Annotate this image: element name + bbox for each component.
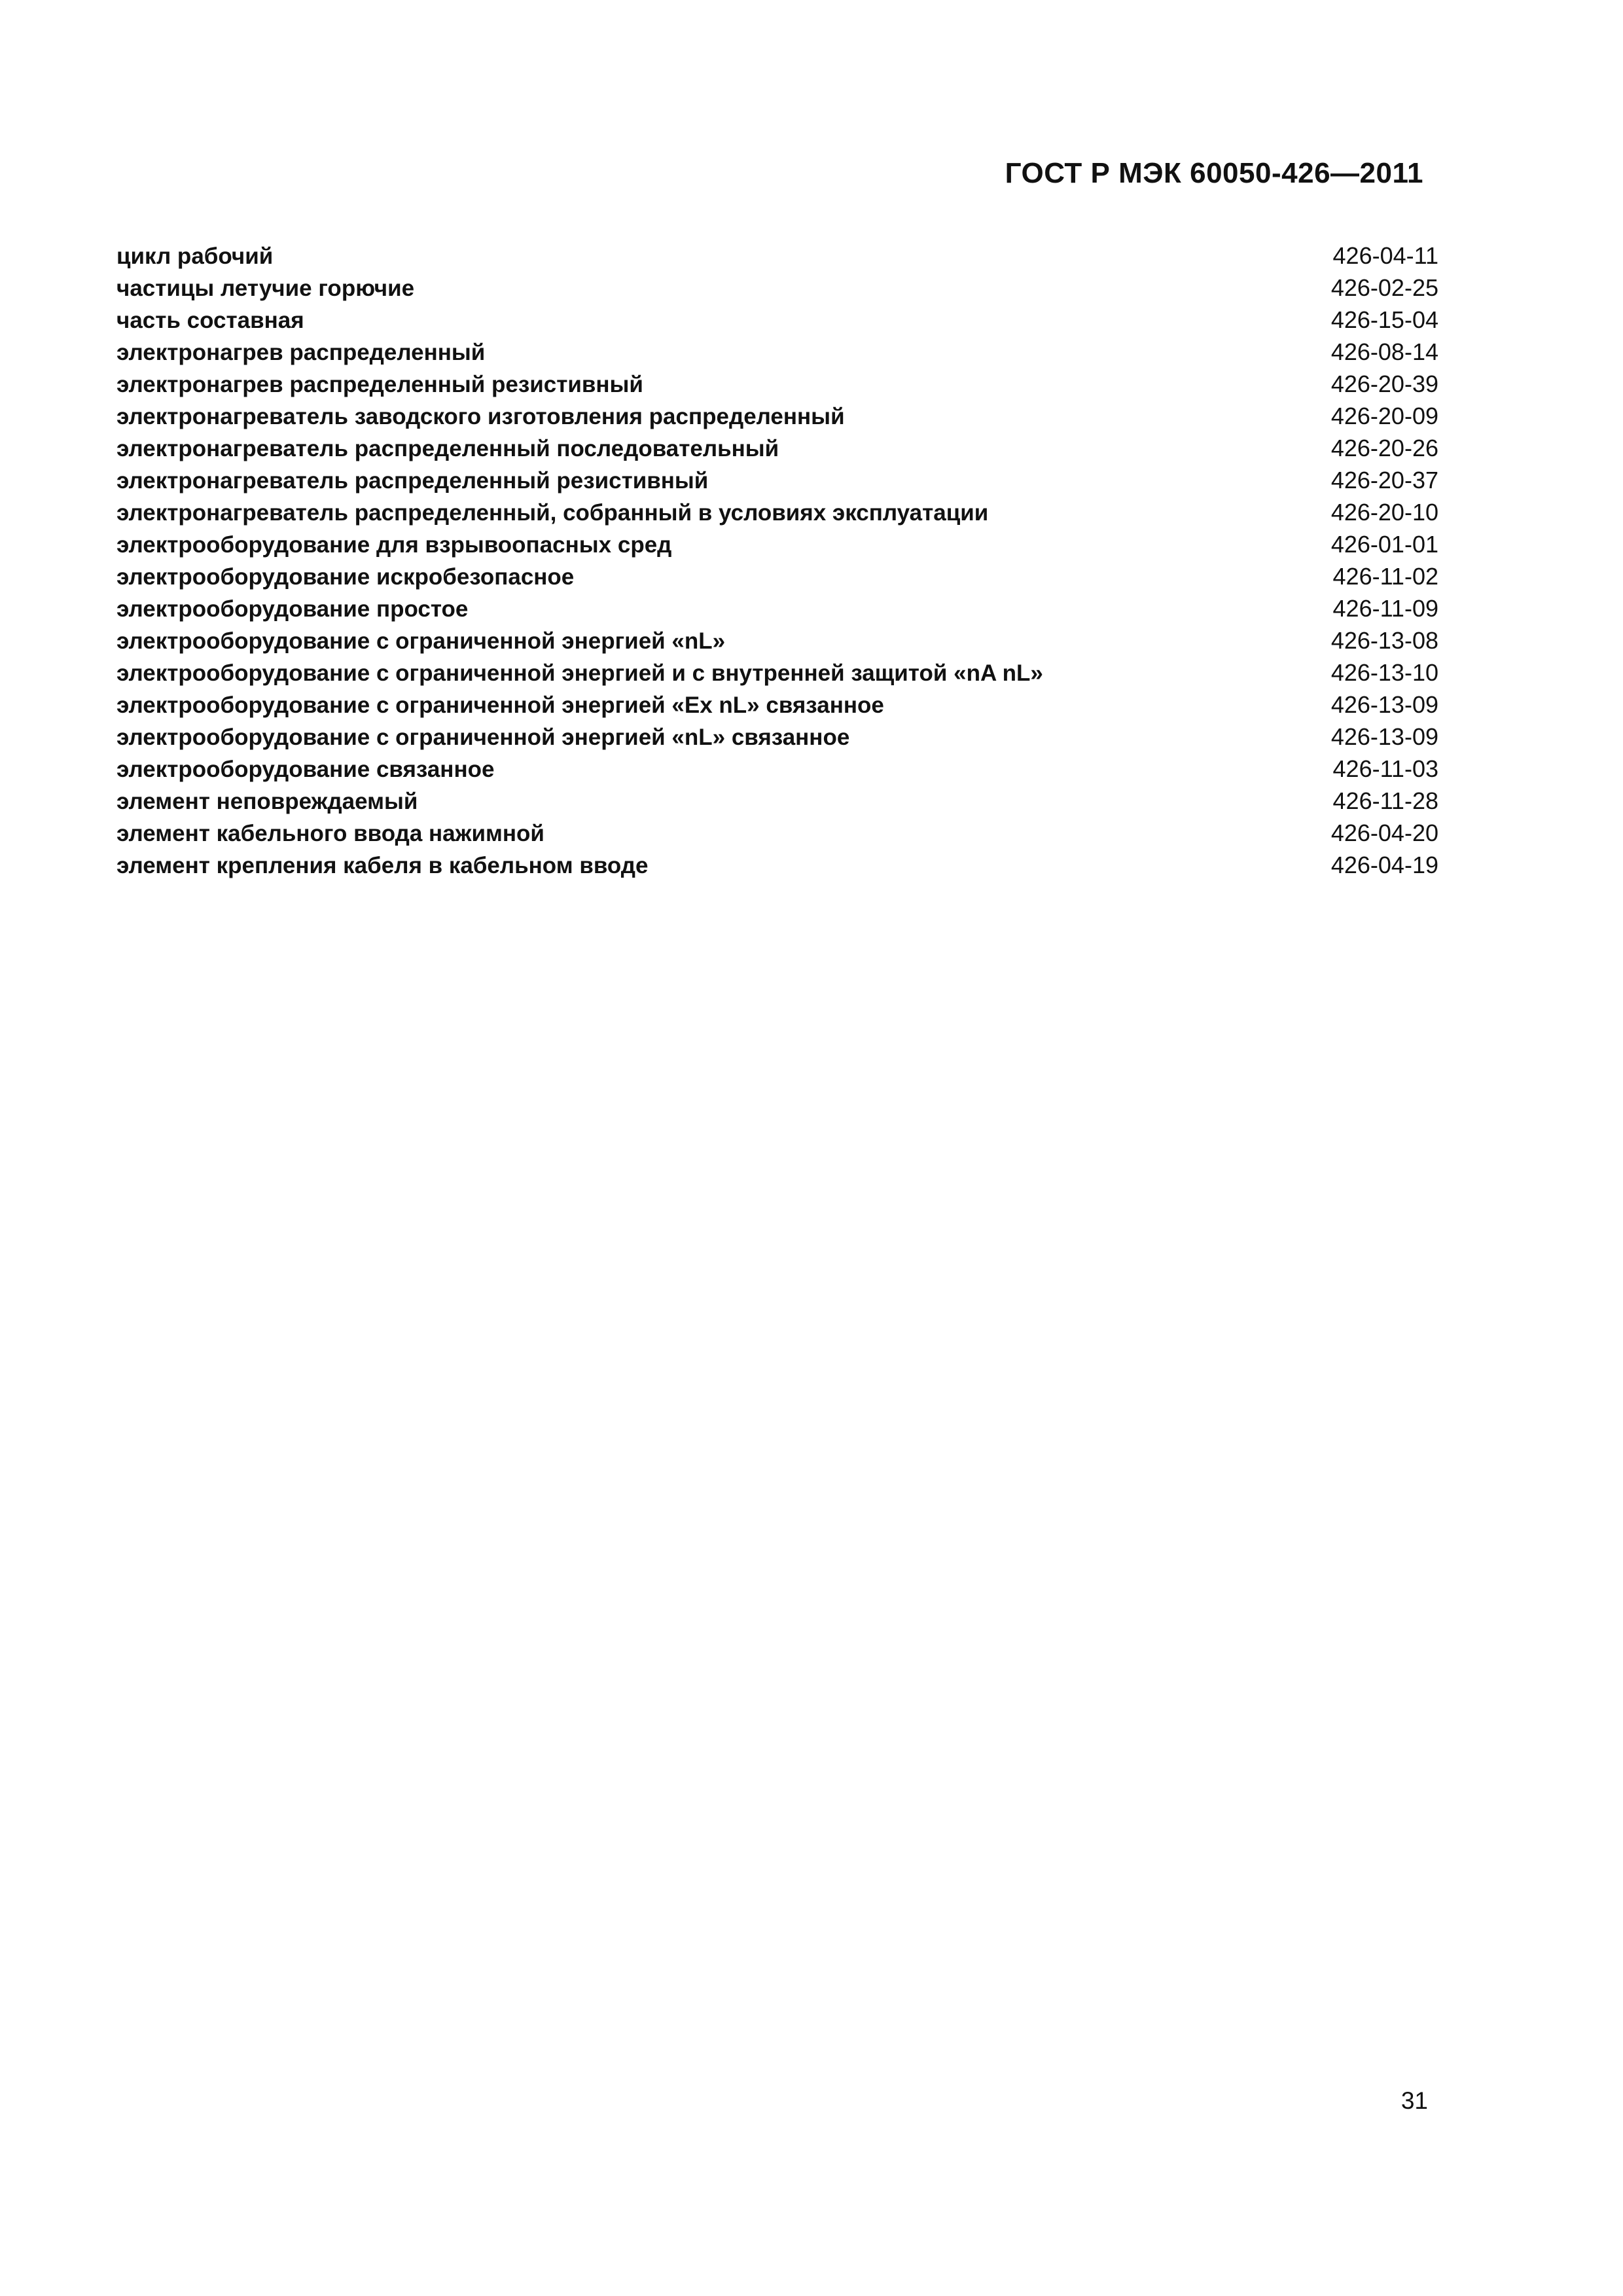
index-entry: [116, 849, 1438, 881]
index-entry: [116, 272, 1438, 304]
index-term: электронагреватель распределенный, собранный в условиях эксплуатации: [116, 500, 989, 526]
index-term: электрооборудование с ограниченной энергией «nL» связанное: [116, 725, 850, 750]
index-code: 426-20-37: [1330, 467, 1438, 493]
index-entry: [116, 753, 1438, 785]
index-term: электронагреватель заводского изготовления распределенный: [116, 404, 845, 429]
index-entry: [116, 240, 1438, 272]
index-term: электронагреватель распределенный резистивный: [116, 468, 709, 493]
index-term: электрооборудование с ограниченной энергией «Ex nL» связанное: [116, 692, 884, 718]
index-entry: [116, 785, 1438, 817]
index-code: 426-13-09: [1330, 691, 1438, 718]
index-entry: [116, 496, 1438, 528]
index-entry: [116, 624, 1438, 656]
index-term: элемент кабельного ввода нажимной: [116, 821, 544, 846]
index-term: частицы летучие горючие: [116, 276, 415, 301]
index-term: элемент крепления кабеля в кабельном вводе: [116, 853, 649, 878]
page-number: 31: [1400, 2087, 1428, 2114]
index-code: 426-04-20: [1330, 819, 1438, 846]
index-entry: [116, 432, 1438, 464]
index-term: электрооборудование с ограниченной энергией и с внутренней защитой «nA nL»: [116, 660, 1043, 686]
index-term: электрооборудование с ограниченной энергией «nL»: [116, 628, 726, 654]
index-entry: [116, 689, 1438, 721]
index-code: 426-20-10: [1330, 499, 1438, 526]
index-code: 426-11-02: [1332, 563, 1438, 590]
index-term: электронагреватель распределенный последовательный: [116, 436, 779, 461]
index-term: элемент неповреждаемый: [116, 789, 418, 814]
index-term: электронагрев распределенный: [116, 340, 486, 365]
index-code: 426-11-09: [1332, 595, 1438, 622]
index-code: 426-13-10: [1330, 659, 1438, 686]
index-code: 426-20-39: [1330, 370, 1438, 397]
term-index-list: [116, 240, 1438, 881]
index-code: 426-11-03: [1332, 755, 1438, 782]
index-entry: [116, 656, 1438, 689]
index-code: 426-04-19: [1330, 852, 1438, 878]
index-code: 426-20-09: [1330, 403, 1438, 429]
document-header: ГОСТ Р МЭК 60050-426—2011: [1005, 157, 1423, 189]
index-entry: [116, 304, 1438, 336]
index-code: 426-01-01: [1330, 531, 1438, 558]
index-term: часть составная: [116, 308, 304, 333]
index-term: цикл рабочий: [116, 243, 274, 269]
index-term: электрооборудование для взрывоопасных сред: [116, 532, 672, 558]
index-code: 426-13-09: [1330, 723, 1438, 750]
index-code: 426-11-28: [1332, 787, 1438, 814]
index-code: 426-20-26: [1330, 435, 1438, 461]
index-code: 426-04-11: [1332, 242, 1438, 269]
index-entry: [116, 464, 1438, 496]
index-entry: [116, 817, 1438, 849]
index-entry: [116, 592, 1438, 624]
index-code: 426-15-04: [1330, 306, 1438, 333]
index-term: электрооборудование искробезопасное: [116, 564, 575, 590]
index-entry: [116, 560, 1438, 592]
index-term: электрооборудование связанное: [116, 757, 495, 782]
index-entry: [116, 336, 1438, 368]
index-entry: [116, 400, 1438, 432]
index-term: электрооборудование простое: [116, 596, 469, 622]
index-code: 426-13-08: [1330, 627, 1438, 654]
index-code: 426-08-14: [1330, 338, 1438, 365]
index-code: 426-02-25: [1330, 274, 1438, 301]
index-term: электронагрев распределенный резистивный: [116, 372, 643, 397]
index-entry: [116, 528, 1438, 560]
index-entry: [116, 368, 1438, 400]
index-entry: [116, 721, 1438, 753]
